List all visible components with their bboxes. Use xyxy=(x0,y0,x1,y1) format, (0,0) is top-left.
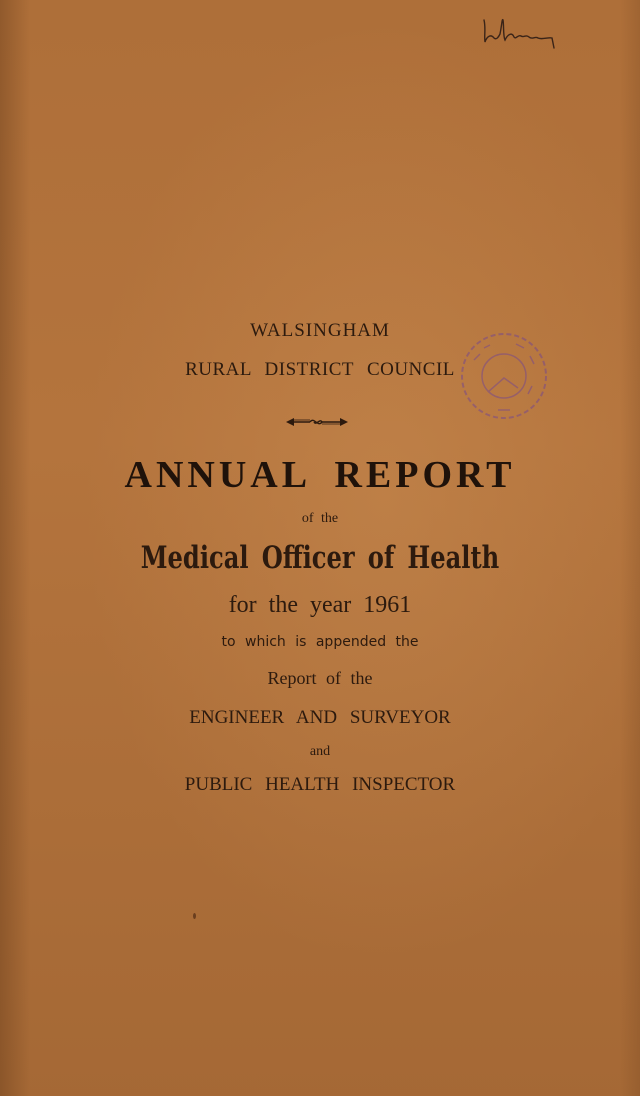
handwritten-signature xyxy=(478,10,562,50)
of-the-text: of the xyxy=(301,511,339,526)
report-title: ANNUAL REPORT xyxy=(124,454,516,496)
council-name: WALSINGHAM xyxy=(250,320,390,341)
inspector-heading: PUBLIC HEALTH INSPECTOR xyxy=(184,774,456,795)
ornament-divider xyxy=(284,415,350,429)
library-stamp xyxy=(458,330,550,422)
and-text: and xyxy=(309,744,331,759)
appended-text: to which is appended the xyxy=(221,634,419,650)
report-of-text: Report of the xyxy=(267,668,373,688)
report-year: for the year 1961 xyxy=(228,592,412,618)
engineer-heading: ENGINEER AND SURVEYOR xyxy=(189,707,451,728)
medical-officer-heading: Medical Officer of Health xyxy=(140,540,500,576)
council-type: RURAL DISTRICT COUNCIL xyxy=(185,359,455,380)
paper-speck xyxy=(192,912,197,920)
